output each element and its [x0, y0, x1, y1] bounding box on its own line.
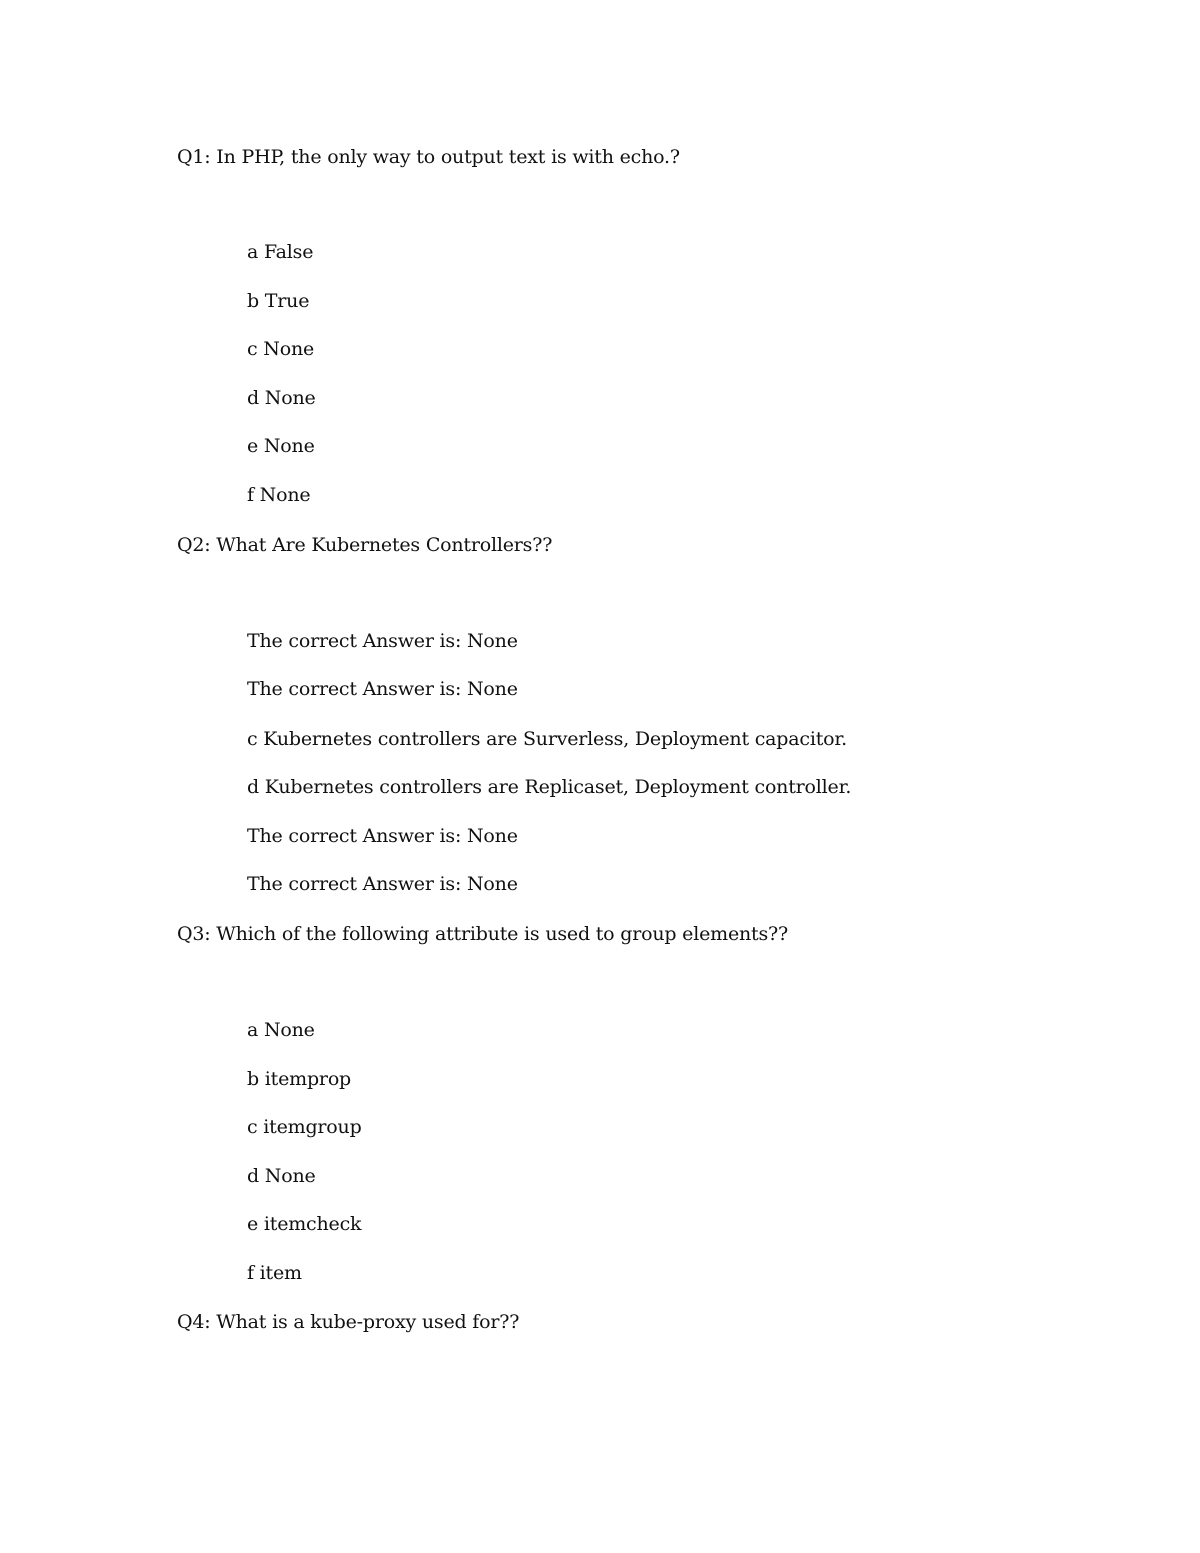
q2-option-5: The correct Answer is: None: [247, 825, 518, 847]
question-4: Q4: What is a kube-proxy used for??: [177, 1311, 520, 1333]
q3-option-b: b itemprop: [247, 1068, 352, 1090]
q1-option-d: d None: [247, 387, 316, 409]
q2-option-1: The correct Answer is: None: [247, 630, 518, 652]
q1-option-b: b True: [247, 290, 310, 312]
question-3: Q3: Which of the following attribute is used to group elements??: [177, 923, 789, 945]
q2-option-d: d Kubernetes controllers are Replicaset, Deployment controller.: [247, 776, 852, 798]
q3-option-a: a None: [247, 1019, 315, 1041]
question-1: Q1: In PHP, the only way to output text is with echo.?: [177, 146, 680, 168]
q1-option-a: a False: [247, 241, 314, 263]
q3-option-f: f item: [247, 1262, 302, 1284]
q3-option-e: e itemcheck: [247, 1213, 362, 1235]
q2-option-c: c Kubernetes controllers are Surverless, Deployment capacitor.: [247, 728, 848, 750]
q1-option-f: f None: [247, 484, 311, 506]
q1-option-c: c None: [247, 338, 315, 360]
q3-option-d: d None: [247, 1165, 316, 1187]
q2-option-6: The correct Answer is: None: [247, 873, 518, 895]
q1-option-e: e None: [247, 435, 315, 457]
question-2: Q2: What Are Kubernetes Controllers??: [177, 534, 553, 556]
q2-option-2: The correct Answer is: None: [247, 678, 518, 700]
q3-option-c: c itemgroup: [247, 1116, 362, 1138]
